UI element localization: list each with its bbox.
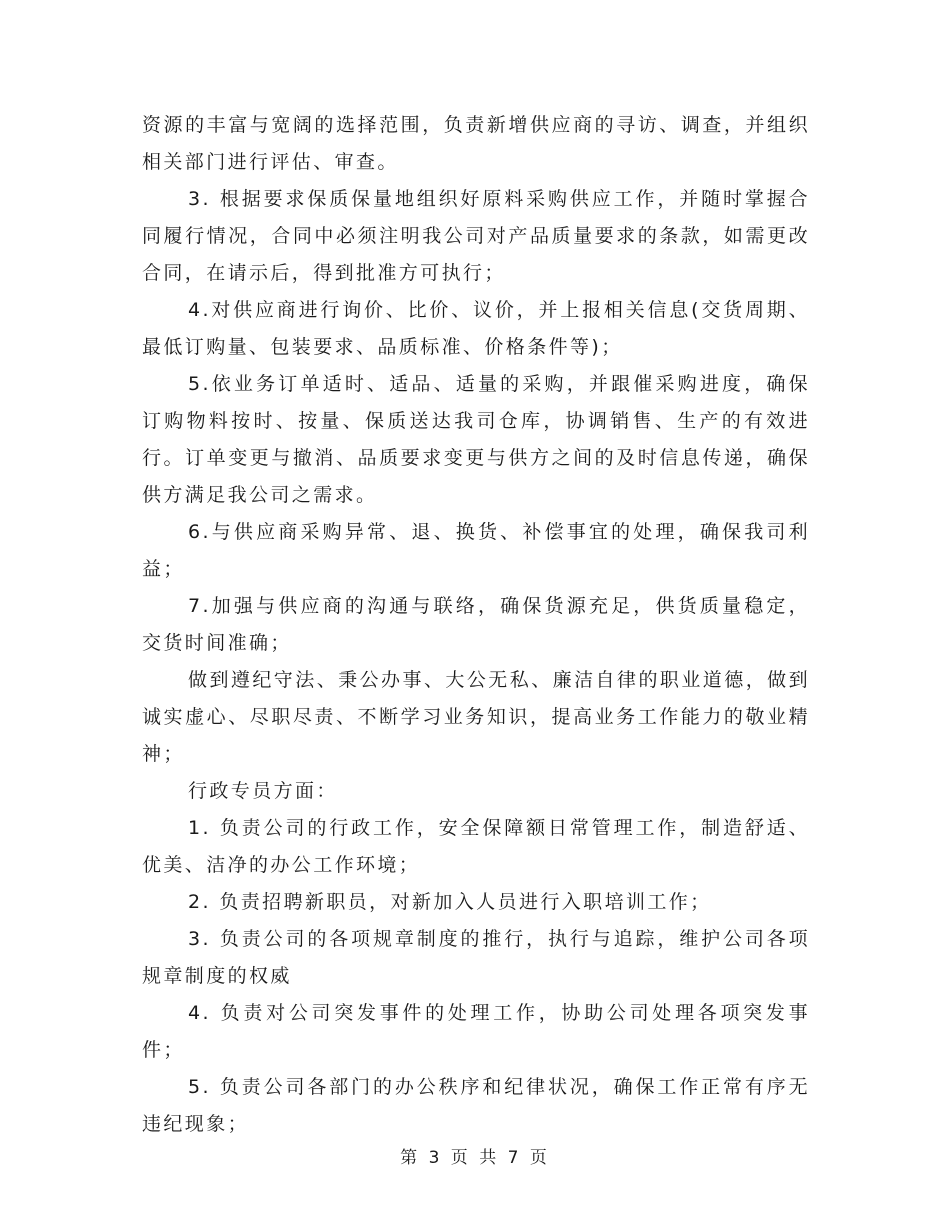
document-body bbox=[142, 107, 810, 1143]
body-paragraph: 资源的丰富与宽阔的选择范围，负责新增供应商的寻访、调查，并组织相关部门进行评估、审查。 bbox=[142, 114, 810, 173]
section-heading: 行政专员方面： bbox=[188, 780, 338, 802]
page-footer: 第 3 页 共 7 页 bbox=[400, 1148, 550, 1168]
body-paragraph: 2. 负责招聘新职员，对新加入人员进行入职培训工作； bbox=[188, 891, 712, 913]
body-paragraph: 1. 负责公司的行政工作，安全保障额日常管理工作，制造舒适、优美、洁净的办公工作环境； bbox=[142, 817, 810, 876]
body-paragraph: 4.对供应商进行询价、比价、议价，并上报相关信息(交货周期、最低订购量、包装要求、品质标准、价格条件等)； bbox=[142, 299, 810, 358]
body-paragraph: 5. 负责公司各部门的办公秩序和纪律状况，确保工作正常有序无违纪现象； bbox=[142, 1076, 810, 1135]
body-paragraph: 做到遵纪守法、秉公办事、大公无私、廉洁自律的职业道德，做到诚实虚心、尽职尽责、不断学习业务知识，提高业务工作能力的敬业精神； bbox=[142, 669, 810, 765]
body-paragraph: 5.依业务订单适时、适品、适量的采购，并跟催采购进度，确保订购物料按时、按量、保质送达我司仓库，协调销售、生产的有效进行。订单变更与撤消、品质要求变更与供方之间的及时信息传递，确保供方满足我公司之需求。 bbox=[142, 373, 810, 506]
body-paragraph: 7.加强与供应商的沟通与联络，确保货源充足，供货质量稳定，交货时间准确； bbox=[142, 595, 810, 654]
body-paragraph: 6.与供应商采购异常、退、换货、补偿事宜的处理，确保我司利益； bbox=[142, 521, 810, 580]
body-paragraph: 3. 根据要求保质保量地组织好原料采购供应工作，并随时掌握合同履行情况，合同中必须注明我公司对产品质量要求的条款，如需更改合同，在请示后，得到批准方可执行； bbox=[142, 188, 810, 284]
body-paragraph: 3. 负责公司的各项规章制度的推行，执行与追踪，维护公司各项规章制度的权威 bbox=[142, 928, 810, 987]
body-paragraph: 4. 负责对公司突发事件的处理工作，协助公司处理各项突发事件； bbox=[142, 1002, 810, 1061]
